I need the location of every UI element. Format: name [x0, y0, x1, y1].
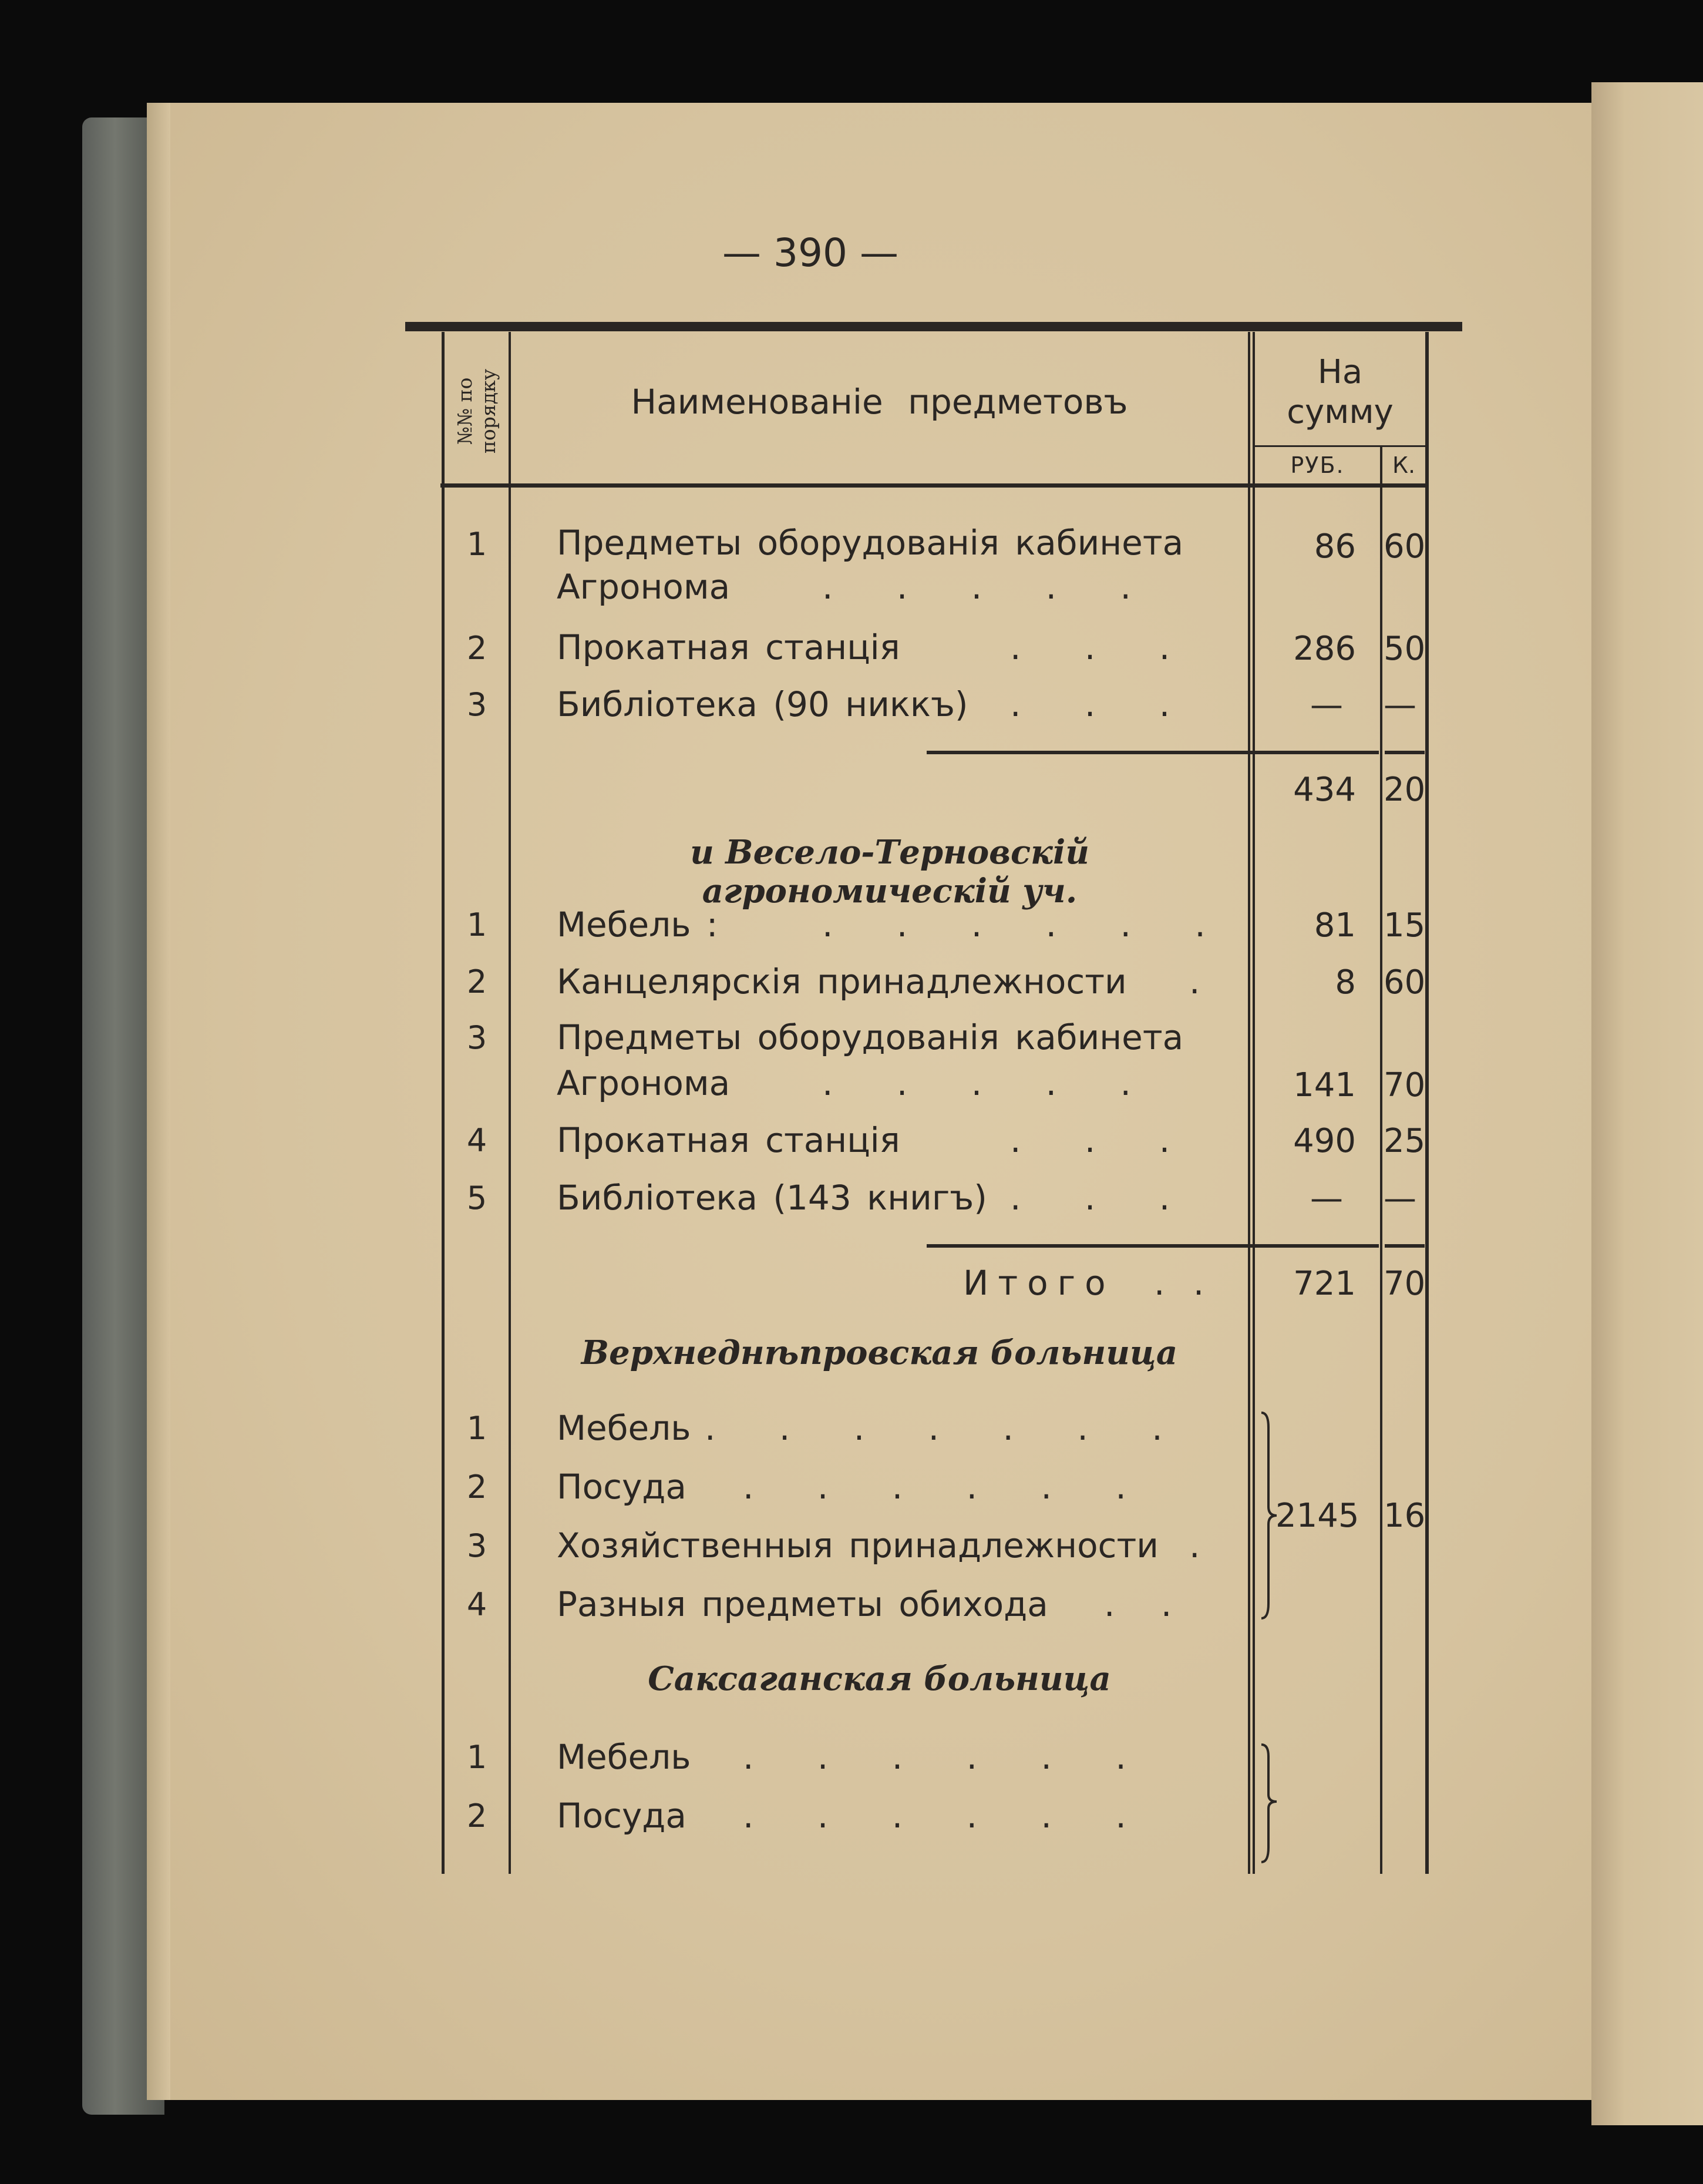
leader-dots: . . . . .: [822, 567, 1131, 607]
row-rubles: 141: [1293, 1066, 1356, 1104]
row-name: Хозяйственныя принадлежности: [557, 1526, 1159, 1565]
row-kopecks: 70: [1384, 1066, 1426, 1104]
row-name: Мебель: [557, 1408, 691, 1448]
column-divider-kopecks: [1380, 446, 1382, 1874]
row-name-line1: Предметы оборудованія кабинета: [557, 1017, 1184, 1057]
section-title: Саксаганская больница: [648, 1659, 1111, 1698]
row-name: Библіотека (90 никкъ): [557, 684, 968, 724]
row-name: Посуда: [557, 1796, 686, 1836]
leader-dots: . . .: [1010, 684, 1170, 724]
page-number: — 390 —: [722, 230, 898, 275]
row-kopecks: 25: [1384, 1122, 1426, 1160]
row-name: Мебель :: [557, 905, 718, 945]
row-rubles: 81: [1314, 906, 1356, 945]
page-gutter: [147, 103, 170, 2100]
table-top-rule: [405, 322, 1462, 331]
row-rubles: 86: [1314, 527, 1356, 566]
total-rule: [927, 1244, 1379, 1248]
subtotal-kopecks: 20: [1384, 771, 1426, 809]
leader-dots: . . . . . .: [743, 1796, 1126, 1836]
row-name-line2: Агронома: [557, 1063, 731, 1103]
column-divider-sum: [1248, 332, 1250, 1874]
row-rubles: —: [1310, 1180, 1343, 1218]
leader-dots: . . .: [1010, 1120, 1170, 1160]
row-kopecks: —: [1384, 1180, 1416, 1218]
row-number: 2: [466, 963, 487, 1000]
row-name-line1: Предметы оборудованія кабинета: [557, 523, 1184, 563]
row-kopecks: 50: [1384, 630, 1426, 668]
group-rubles: 2145: [1275, 1497, 1359, 1535]
table-header-rule: [440, 483, 1427, 488]
total-rule-kopecks: [1385, 1244, 1425, 1248]
group-brace: [1257, 1742, 1280, 1865]
header-sum-label: На сумму: [1287, 353, 1394, 431]
total-kopecks: 70: [1384, 1265, 1426, 1303]
leader-dots: . . . . . .: [743, 1467, 1126, 1507]
header-rubles-label: РУБ.: [1290, 452, 1345, 478]
leader-dots: .: [1189, 1526, 1200, 1565]
row-name: Прокатная станція: [557, 627, 900, 667]
row-name: Мебель: [557, 1737, 691, 1777]
row-kopecks: 60: [1384, 527, 1426, 566]
row-kopecks: —: [1384, 686, 1416, 724]
section-title: и Весело-Терновскій агрономическій уч.: [690, 833, 1089, 910]
row-name-line2: Агронома: [557, 567, 731, 607]
sum-header-divider: [1255, 445, 1425, 447]
leader-dots: . .: [1154, 1263, 1204, 1303]
row-number: 1: [466, 1739, 487, 1776]
total-rubles: 721: [1293, 1265, 1356, 1303]
table-left-border: [442, 332, 445, 1874]
row-number: 3: [466, 1527, 487, 1564]
row-number: 4: [466, 1586, 487, 1623]
header-name-label: Наименованіе предметовъ: [631, 382, 1128, 422]
row-name: Разныя предметы обихода: [557, 1584, 1048, 1624]
leader-dots: . . . . . .: [743, 1737, 1126, 1777]
row-name: Посуда: [557, 1467, 686, 1507]
header-kopecks-label: К.: [1392, 452, 1416, 478]
row-number: 2: [466, 1469, 487, 1506]
group-kopecks: 16: [1384, 1497, 1426, 1535]
row-number: 4: [466, 1122, 487, 1159]
subtotal-rule-kopecks: [1385, 751, 1425, 754]
row-name: Канцелярскія принадлежности: [557, 962, 1127, 1002]
header-number-column: [447, 341, 506, 482]
total-label: Итого: [963, 1263, 1115, 1303]
row-rubles: —: [1310, 686, 1343, 724]
subtotal-rubles: 434: [1293, 771, 1356, 809]
row-number: 2: [466, 1797, 487, 1834]
row-rubles: 8: [1335, 963, 1356, 1002]
row-number: 1: [466, 1410, 487, 1447]
row-number: 3: [466, 1019, 487, 1056]
row-number: 2: [466, 630, 487, 667]
row-rubles: 490: [1293, 1122, 1356, 1160]
row-number: 1: [466, 906, 487, 943]
leader-dots: . . .: [1010, 1178, 1170, 1218]
section-title: Верхнеднѣпровская больница: [581, 1333, 1178, 1372]
row-number: 3: [466, 686, 487, 723]
leader-dots: . .: [1104, 1584, 1172, 1624]
row-rubles: 286: [1293, 630, 1356, 668]
header-number-label: №№ по порядку: [453, 368, 500, 454]
row-number: 5: [466, 1180, 487, 1217]
row-name: Прокатная станція: [557, 1120, 900, 1160]
leader-dots: .: [1189, 962, 1200, 1002]
row-number: 1: [466, 526, 487, 563]
row-name: Библіотека (143 книгъ): [557, 1178, 987, 1218]
leader-dots: . . . . . . .: [705, 1408, 1163, 1448]
facing-page-edge: [1591, 82, 1703, 2125]
column-divider-number: [509, 332, 511, 1874]
row-kopecks: 15: [1384, 906, 1426, 945]
leader-dots: . . .: [1010, 627, 1170, 667]
subtotal-rule: [927, 751, 1379, 754]
leader-dots: . . . . .: [822, 1063, 1131, 1103]
row-kopecks: 60: [1384, 963, 1426, 1002]
leader-dots: . . . . . .: [822, 905, 1206, 945]
